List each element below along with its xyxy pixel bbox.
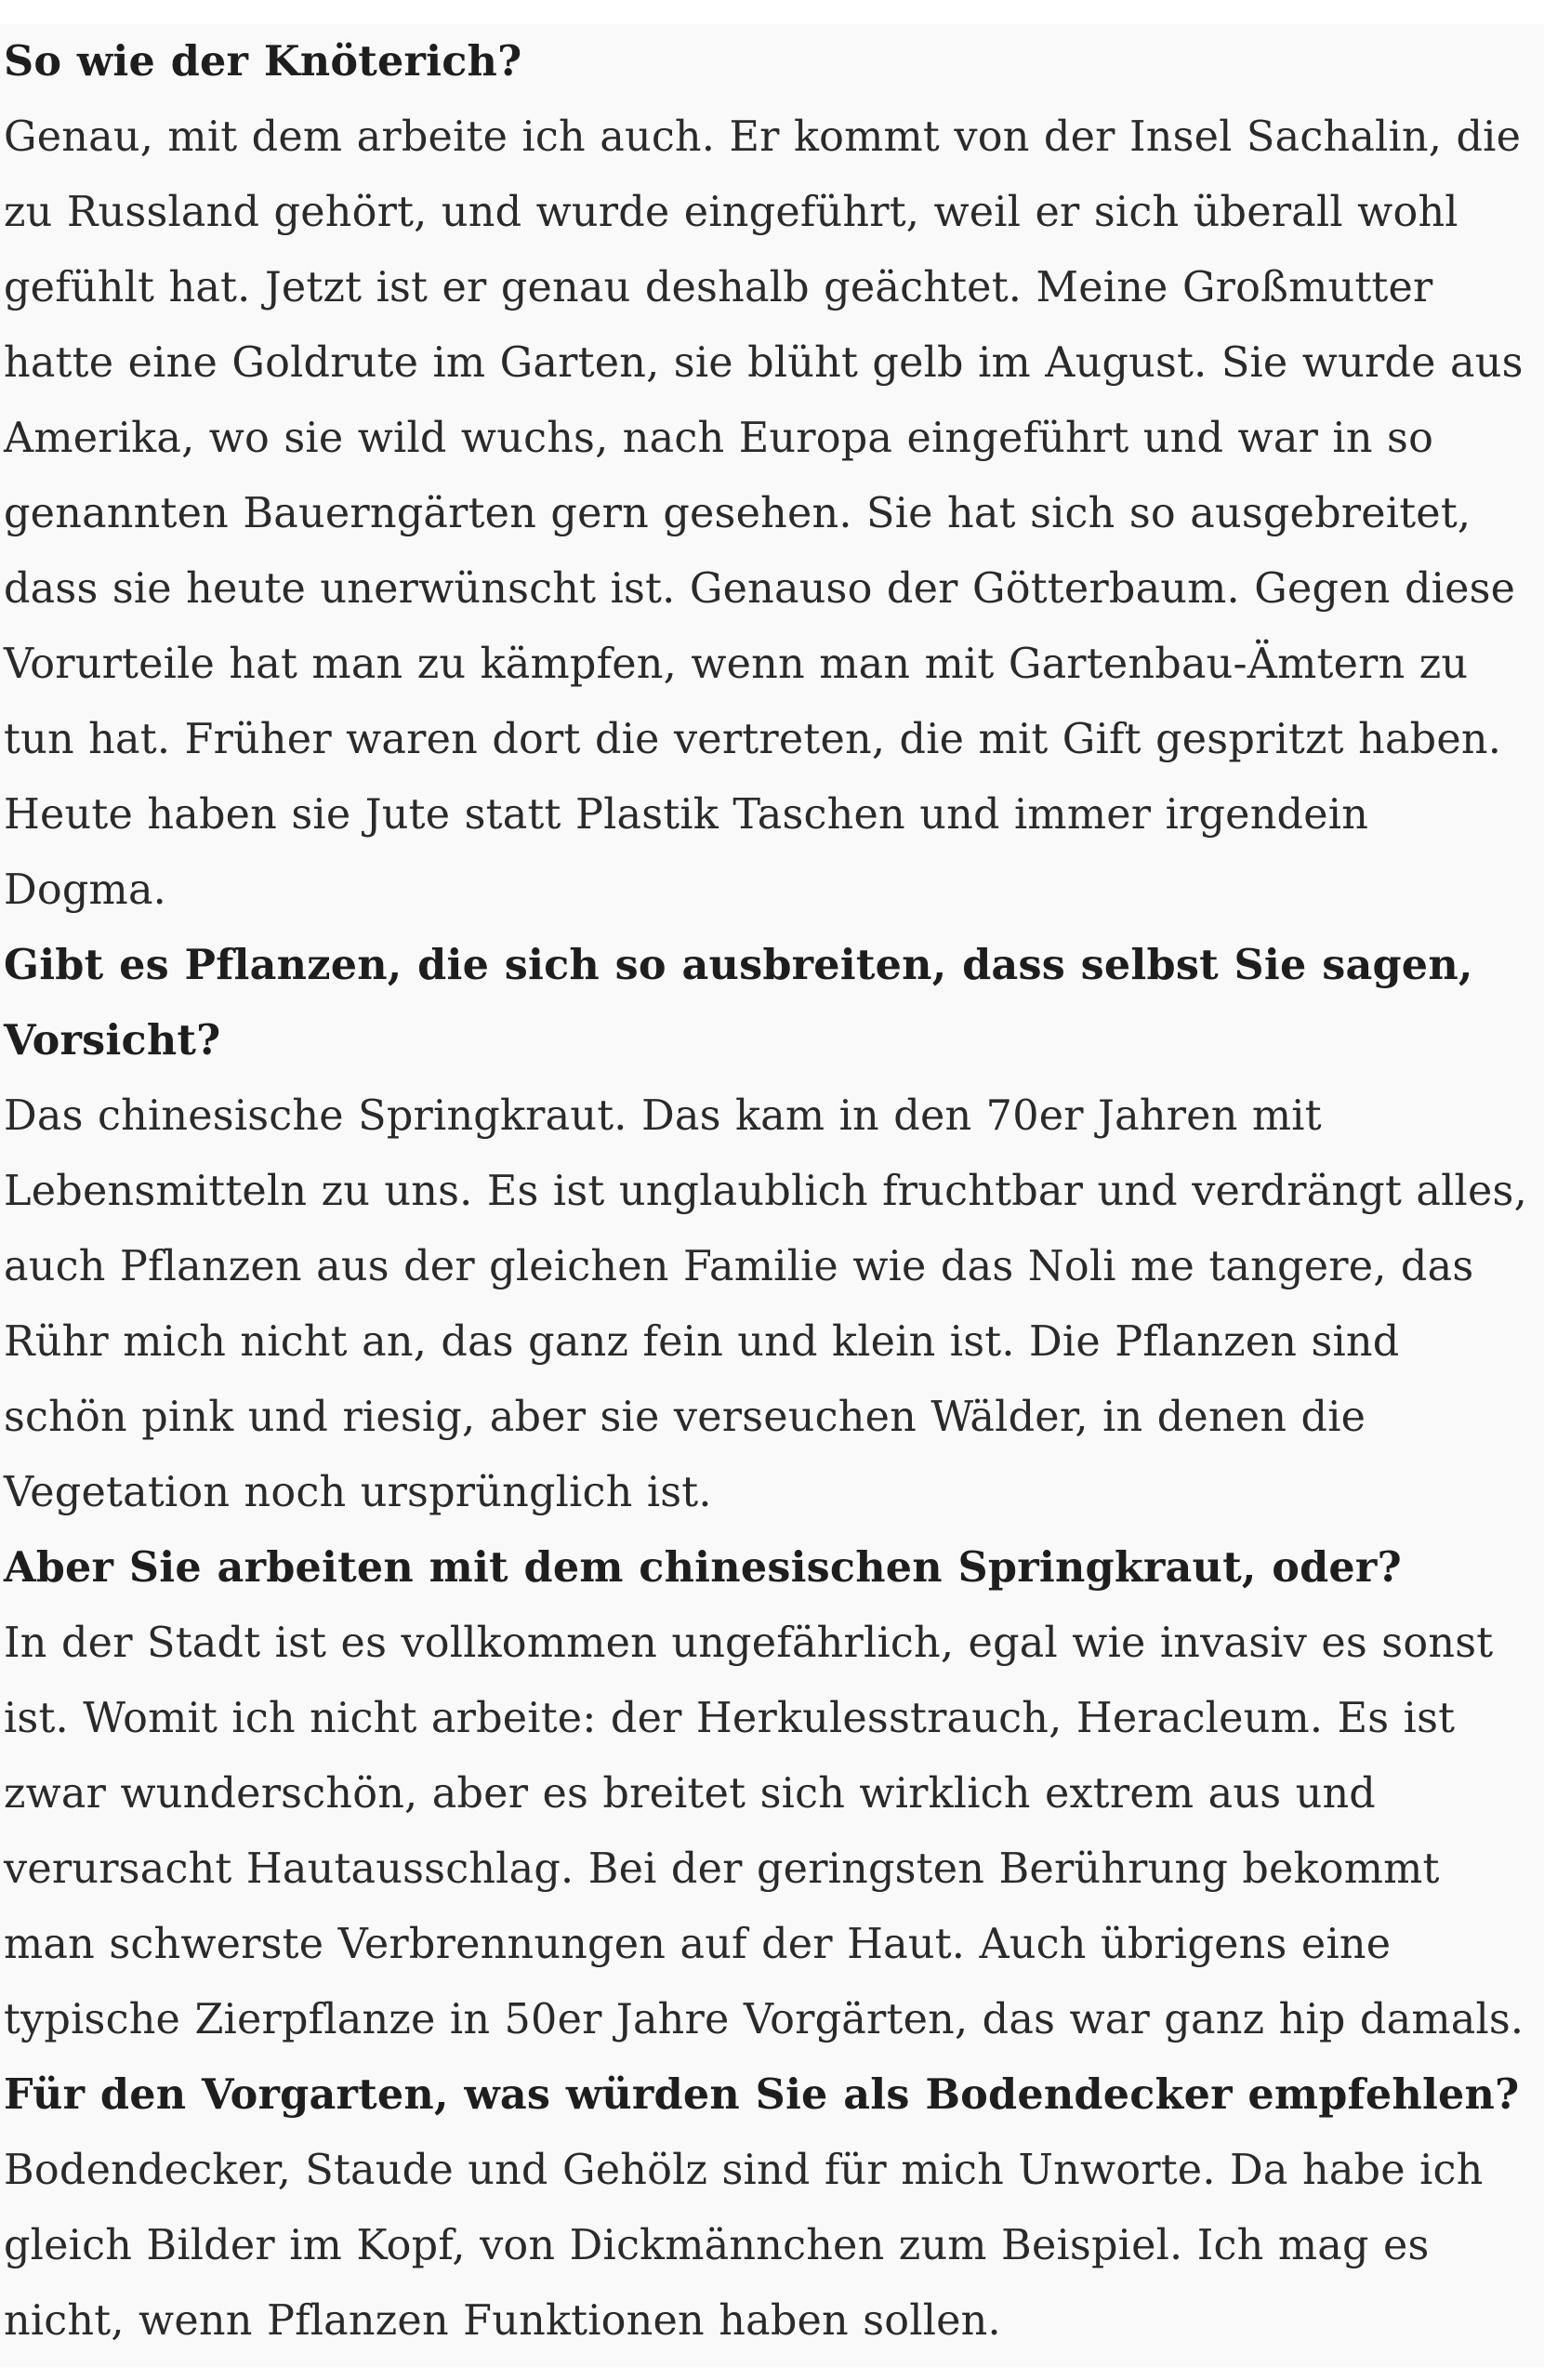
article-body: [0, 24, 1544, 2367]
interview-question: Für den Vorgarten, was würden Sie als Bodendecker empfehlen?: [4, 2070, 1520, 2119]
interview-answer: Bodendecker, Staude und Gehölz sind für mich Unworte. Da habe ich gleich Bilder im Kopf, von Dickmännchen zum Beispiel. Ich mag es nicht, wenn Pflanzen Funktionen haben sollen.: [4, 2147, 1484, 2345]
interview-answer: Genau, mit dem arbeite ich auch. Er kommt von der Insel Sachalin, die zu Russland gehört, und wurde eingeführt, weil er sich überall wohl gefühlt hat. Jetzt ist er genau deshalb geächtet. Meine Großmutter hatte eine Goldrute im Garten, sie blüht gelb im August. Sie wurde aus Amerika, wo sie wild wuchs, nach Europa eingeführt und war in so genannten Bauerngärten gern gesehen. Sie hat sich so ausgebreitet, dass sie heute unerwünscht ist. Genauso der Götterbaum. Gegen diese Vorurteile hat man zu kämpfen, wenn man mit Gartenbau-Ämtern zu tun hat. Früher waren dort die vertreten, die mit Gift gespritzt haben. Heute haben sie Jute statt Plastik Taschen und immer irgendein Dogma.: [4, 113, 1524, 914]
qa-block: [4, 2057, 1537, 2359]
interview-answer: In der Stadt ist es vollkommen ungefährlich, egal wie invasiv es sonst ist. Womit ich nicht arbeite: der Herkulesstrauch, Heracleum. Es ist zwar wunderschön, aber es breitet sich wirklich extrem aus und verursacht Hautausschlag. Bei der geringsten Berührung bekommt man schwerste Verbrennungen auf der Haut. Auch übrigens eine typische Zierpflanze in 50er Jahre Vorgärten, das war ganz hip damals.: [4, 1620, 1524, 2043]
interview-question: So wie der Knöterich?: [4, 37, 522, 86]
qa-block: [4, 1530, 1537, 2057]
qa-block: [4, 928, 1537, 1530]
qa-block: [4, 24, 1537, 928]
interview-question: Gibt es Pflanzen, die sich so ausbreiten, dass selbst Sie sagen, Vorsicht?: [4, 941, 1473, 1064]
interview-question: Aber Sie arbeiten mit dem chinesischen Springkraut, oder?: [4, 1543, 1402, 1592]
interview-answer: Das chinesische Springkraut. Das kam in den 70er Jahren mit Lebensmitteln zu uns. Es ist unglaublich fruchtbar und verdrängt alles, auch Pflanzen aus der gleichen Familie wie das Noli me tangere, das Rühr mich nicht an, das ganz fein und klein ist. Die Pflanzen sind schön pink und riesig, aber sie verseuchen Wälder, in denen die Vegetation noch ursprünglich ist.: [4, 1092, 1527, 1516]
